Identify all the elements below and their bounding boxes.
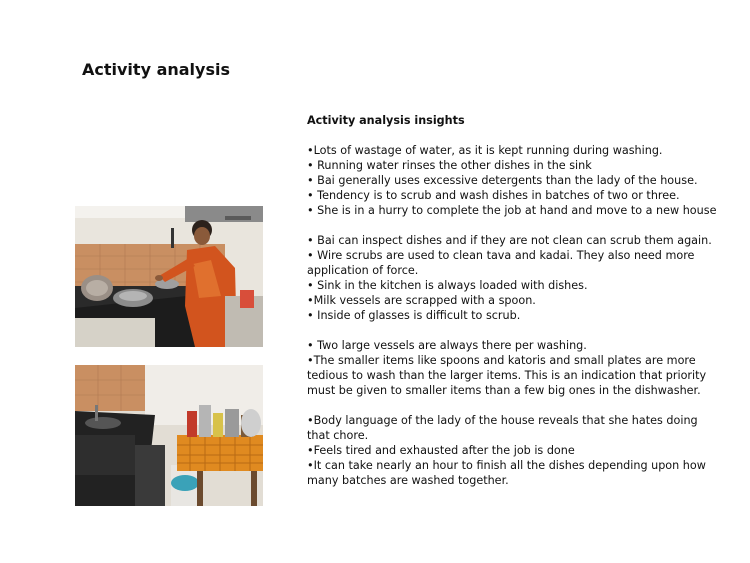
insight-item: • Tendency is to scrub and wash dishes in batches of two or three. xyxy=(307,189,680,202)
insight-group-vessels xyxy=(307,338,717,398)
dish-basket-photo xyxy=(75,365,263,506)
insight-item: •It can take nearly an hour to finish all the dishes depending upon how many batches are washed together. xyxy=(307,459,706,487)
insight-item: • Bai can inspect dishes and if they are not clean can scrub them again. xyxy=(307,234,712,247)
insight-item: • She is in a hurry to complete the job at hand and move to a new house xyxy=(307,204,717,217)
insight-item: • Wire scrubs are used to clean tava and kadai. They also need more application of force. xyxy=(307,249,695,277)
insights-panel xyxy=(307,113,717,503)
insight-item: •The smaller items like spoons and katoris and small plates are more tedious to wash than the larger items. This is an indication that priority must be given to smaller items than a few big ones in the dishwasher. xyxy=(307,354,707,397)
photo-basket-of-vessels xyxy=(75,365,263,506)
insight-group-scrubbing xyxy=(307,233,717,323)
page-title: Activity analysis xyxy=(82,60,230,79)
insight-item: • Bai generally uses excessive detergents than the lady of the house. xyxy=(307,174,698,187)
insight-item: • Sink in the kitchen is always loaded with dishes. xyxy=(307,279,588,292)
insight-item: •Feels tired and exhausted after the job is done xyxy=(307,444,575,457)
kitchen-sink-photo xyxy=(75,206,263,347)
insight-group-body-language xyxy=(307,413,717,488)
insight-item: • Running water rinses the other dishes in the sink xyxy=(307,159,592,172)
insight-item: •Milk vessels are scrapped with a spoon. xyxy=(307,294,536,307)
photo-woman-washing-dishes xyxy=(75,206,263,347)
insight-item: •Lots of wastage of water, as it is kept running during washing. xyxy=(307,144,663,157)
insights-heading: Activity analysis insights xyxy=(307,114,465,127)
insight-item: •Body language of the lady of the house reveals that she hates doing that chore. xyxy=(307,414,698,442)
insight-item: • Inside of glasses is difficult to scrub. xyxy=(307,309,521,322)
insight-item: • Two large vessels are always there per washing. xyxy=(307,339,587,352)
insight-group-water-usage xyxy=(307,143,717,218)
